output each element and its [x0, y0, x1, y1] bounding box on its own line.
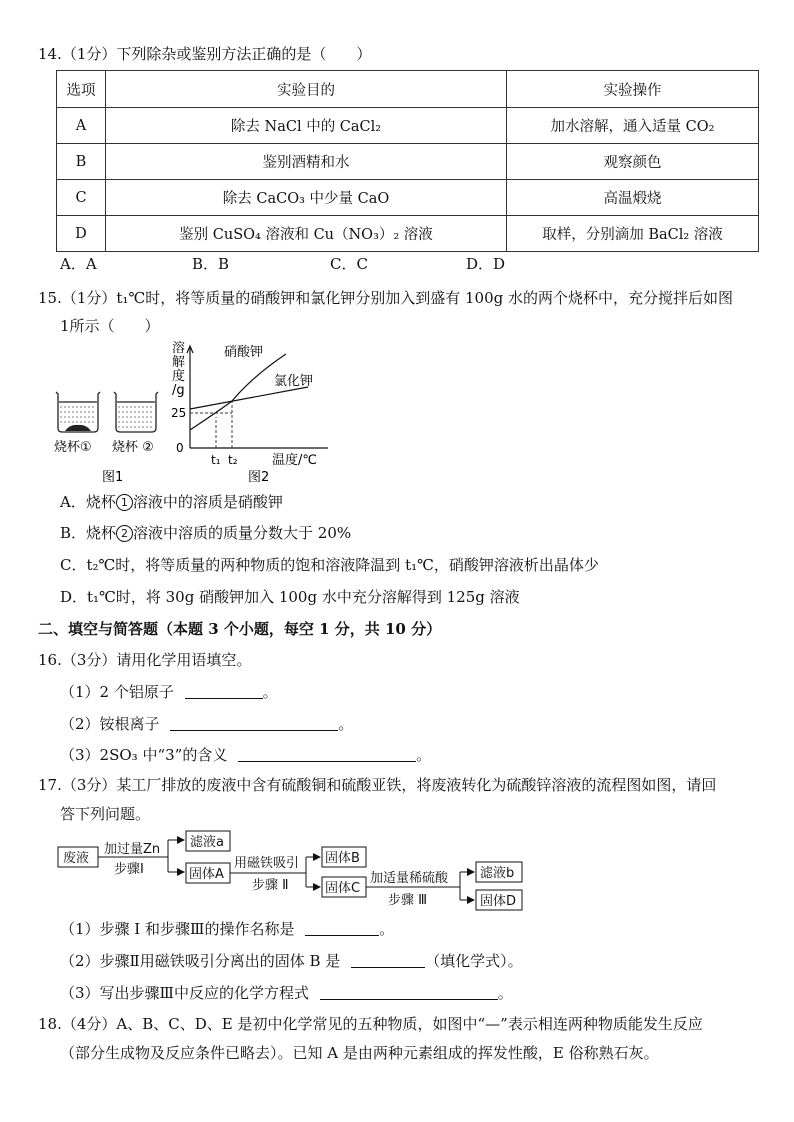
- flow-solid-a: 固体A: [189, 867, 224, 882]
- table-header-cell: 实验操作: [507, 71, 759, 108]
- flow-filtrate-a: 滤液a: [190, 835, 224, 850]
- y-axis-label-4: /g: [172, 383, 185, 398]
- q17-item-2: [60, 951, 523, 971]
- q16-stem: 16.（3分）请用化学用语填空。: [38, 651, 252, 669]
- circled-number: 2: [116, 525, 133, 542]
- y-tick-25: 25: [171, 406, 187, 420]
- q15-choice-c[interactable]: C．t₂℃时，将等质量的两种物质的饱和溶液降温到 t₁℃，硝酸钾溶液析出晶体少: [60, 556, 599, 574]
- q15-choice-a-post: 溶液中的溶质是硝酸钾: [132, 493, 283, 511]
- q15-choice-b-pre: B．烧杯: [60, 524, 117, 542]
- q14-stem: 14.（1分）下列除杂或鉴别方法正确的是（ ）: [38, 45, 372, 63]
- section-2-heading: 二、填空与简答题（本题 3 个小题，每空 1 分，共 10 分）: [38, 620, 442, 638]
- answer-blank[interactable]: [238, 747, 416, 762]
- flow-reagent1: 加过量Zn: [104, 842, 161, 857]
- q17-item-2-tail: （填化学式）。: [425, 952, 523, 970]
- answer-blank[interactable]: [185, 684, 263, 699]
- flow-step1: 步骤Ⅰ: [114, 862, 144, 877]
- q18-line2: （部分生成物及反应条件已略去）。已知 A 是由两种元素组成的挥发性酸，E 俗称熟石灰。: [60, 1044, 659, 1062]
- kcl-label: 氯化钾: [274, 374, 314, 389]
- period: 。: [379, 920, 395, 938]
- period: 。: [497, 984, 513, 1002]
- q16-item-1: [60, 682, 278, 702]
- table-cell: A: [57, 108, 106, 144]
- table-cell: 鉴别酒精和水: [106, 144, 507, 180]
- q15-stem-line2: 1所示（ ）: [60, 317, 160, 335]
- origin-label: 0: [176, 441, 184, 455]
- y-axis-label-2: 解: [172, 355, 186, 370]
- crystal-precipitate: [65, 425, 91, 431]
- q17-flowchart: [56, 826, 536, 918]
- table-cell: B: [57, 144, 106, 180]
- q15-choice-a-pre: A．烧杯: [60, 493, 116, 511]
- table-cell: 除去 NaCl 中的 CaCl₂: [106, 108, 507, 144]
- q17-stem-line2: 答下列问题。: [60, 805, 151, 823]
- flow-magnet: 用磁铁吸引: [234, 856, 300, 871]
- table-header-cell: 实验目的: [106, 71, 507, 108]
- beaker2-label: 烧杯 ②: [112, 440, 154, 455]
- q14-choice-c[interactable]: C．C: [330, 255, 368, 273]
- fig2-caption: 图2: [248, 470, 270, 485]
- q15-stem-line1: 15.（1分）t₁℃时，将等质量的硝酸钾和氯化钾分别加入到盛有 100g 水的两个烧杯中，充分搅拌后如图: [38, 289, 733, 307]
- table-cell: 观察颜色: [507, 144, 759, 180]
- flow-waste: 废液: [63, 851, 90, 866]
- kno3-curve: [190, 354, 286, 430]
- answer-blank[interactable]: [305, 921, 379, 936]
- q17-item-1: [60, 919, 394, 939]
- q17-item-1-text: （1）步骤 Ⅰ 和步骤Ⅲ的操作名称是: [60, 920, 295, 938]
- q16-item-2: [60, 714, 353, 734]
- q17-stem-line1: 17.（3分）某工厂排放的废液中含有硫酸铜和硫酸亚铁，将废液转化为硫酸锌溶液的流程图如图，请回: [38, 776, 717, 794]
- q18-line1: 18.（4分）A、B、C、D、E 是初中化学常见的五种物质，如图中“—”表示相连两种物质能发生反应: [38, 1015, 703, 1033]
- table-row: [57, 144, 759, 180]
- q17-item-3: [60, 983, 513, 1003]
- q15-choice-b-post: 溶液中溶质的质量分数大于 20%: [133, 524, 352, 542]
- period: 。: [262, 683, 278, 701]
- x-tick-t2: t₂: [228, 453, 238, 467]
- table-header-row: [57, 71, 759, 108]
- table-cell: 鉴别 CuSO₄ 溶液和 Cu（NO₃）₂ 溶液: [106, 216, 507, 252]
- beaker1-label: 烧杯①: [54, 440, 92, 455]
- q16-item-1-text: （1）2 个铝原子: [60, 683, 174, 701]
- x-tick-t1: t₁: [211, 453, 221, 467]
- circled-number: 1: [116, 494, 133, 511]
- y-axis-label-3: 度: [172, 369, 186, 384]
- table-cell: 加水溶解，通入适量 CO₂: [507, 108, 759, 144]
- beaker-2: [114, 392, 158, 432]
- q16-item-3-text: （3）2SO₃ 中“3”的含义: [60, 746, 228, 764]
- q14-options-table: [56, 70, 759, 252]
- table-cell: 取样，分别滴加 BaCl₂ 溶液: [507, 216, 759, 252]
- q14-choice-d[interactable]: D．D: [466, 255, 506, 273]
- y-axis-label-1: 溶: [172, 341, 186, 356]
- flow-step3: 步骤 Ⅲ: [388, 893, 428, 908]
- table-row: [57, 180, 759, 216]
- period: 。: [416, 746, 432, 764]
- flow-solid-d: 固体D: [480, 894, 517, 909]
- q16-item-2-text: （2）铵根离子: [60, 715, 160, 733]
- flow-solid-c: 固体C: [325, 881, 361, 896]
- table-cell: C: [57, 180, 106, 216]
- flow-filtrate-b: 滤液b: [480, 866, 515, 881]
- table-header-cell: 选项: [57, 71, 106, 108]
- q17-item-2-text: （2）步骤Ⅱ用磁铁吸引分离出的固体 B 是: [60, 952, 341, 970]
- q15-choice-a[interactable]: [60, 492, 283, 512]
- table-row: [57, 108, 759, 144]
- answer-blank[interactable]: [170, 716, 338, 731]
- answer-blank[interactable]: [351, 953, 425, 968]
- q14-choice-b[interactable]: B．B: [192, 255, 230, 273]
- q15-choice-b[interactable]: [60, 523, 351, 543]
- flow-solid-b: 固体B: [325, 851, 360, 866]
- table-cell: 高温煅烧: [507, 180, 759, 216]
- q15-beakers-figure: [50, 380, 180, 490]
- fig1-caption: 图1: [102, 470, 124, 485]
- period: 。: [338, 715, 354, 733]
- flow-reagent3: 加适量稀硫酸: [370, 871, 449, 886]
- q15-solubility-chart: [168, 338, 338, 490]
- table-row: [57, 216, 759, 252]
- q16-item-3: [60, 745, 431, 765]
- q15-choice-d[interactable]: D．t₁℃时，将 30g 硝酸钾加入 100g 水中充分溶解得到 125g 溶液: [60, 588, 520, 606]
- table-cell: D: [57, 216, 106, 252]
- q14-choice-a[interactable]: A．A: [60, 255, 97, 273]
- flow-step2: 步骤 Ⅱ: [252, 878, 289, 893]
- q17-item-3-text: （3）写出步骤Ⅲ中反应的化学方程式: [60, 984, 310, 1002]
- kno3-label: 硝酸钾: [224, 345, 264, 360]
- table-cell: 除去 CaCO₃ 中少量 CaO: [106, 180, 507, 216]
- answer-blank[interactable]: [320, 985, 498, 1000]
- beaker-1: [56, 392, 100, 432]
- x-axis-label: 温度/℃: [272, 453, 317, 468]
- kcl-curve: [190, 387, 308, 409]
